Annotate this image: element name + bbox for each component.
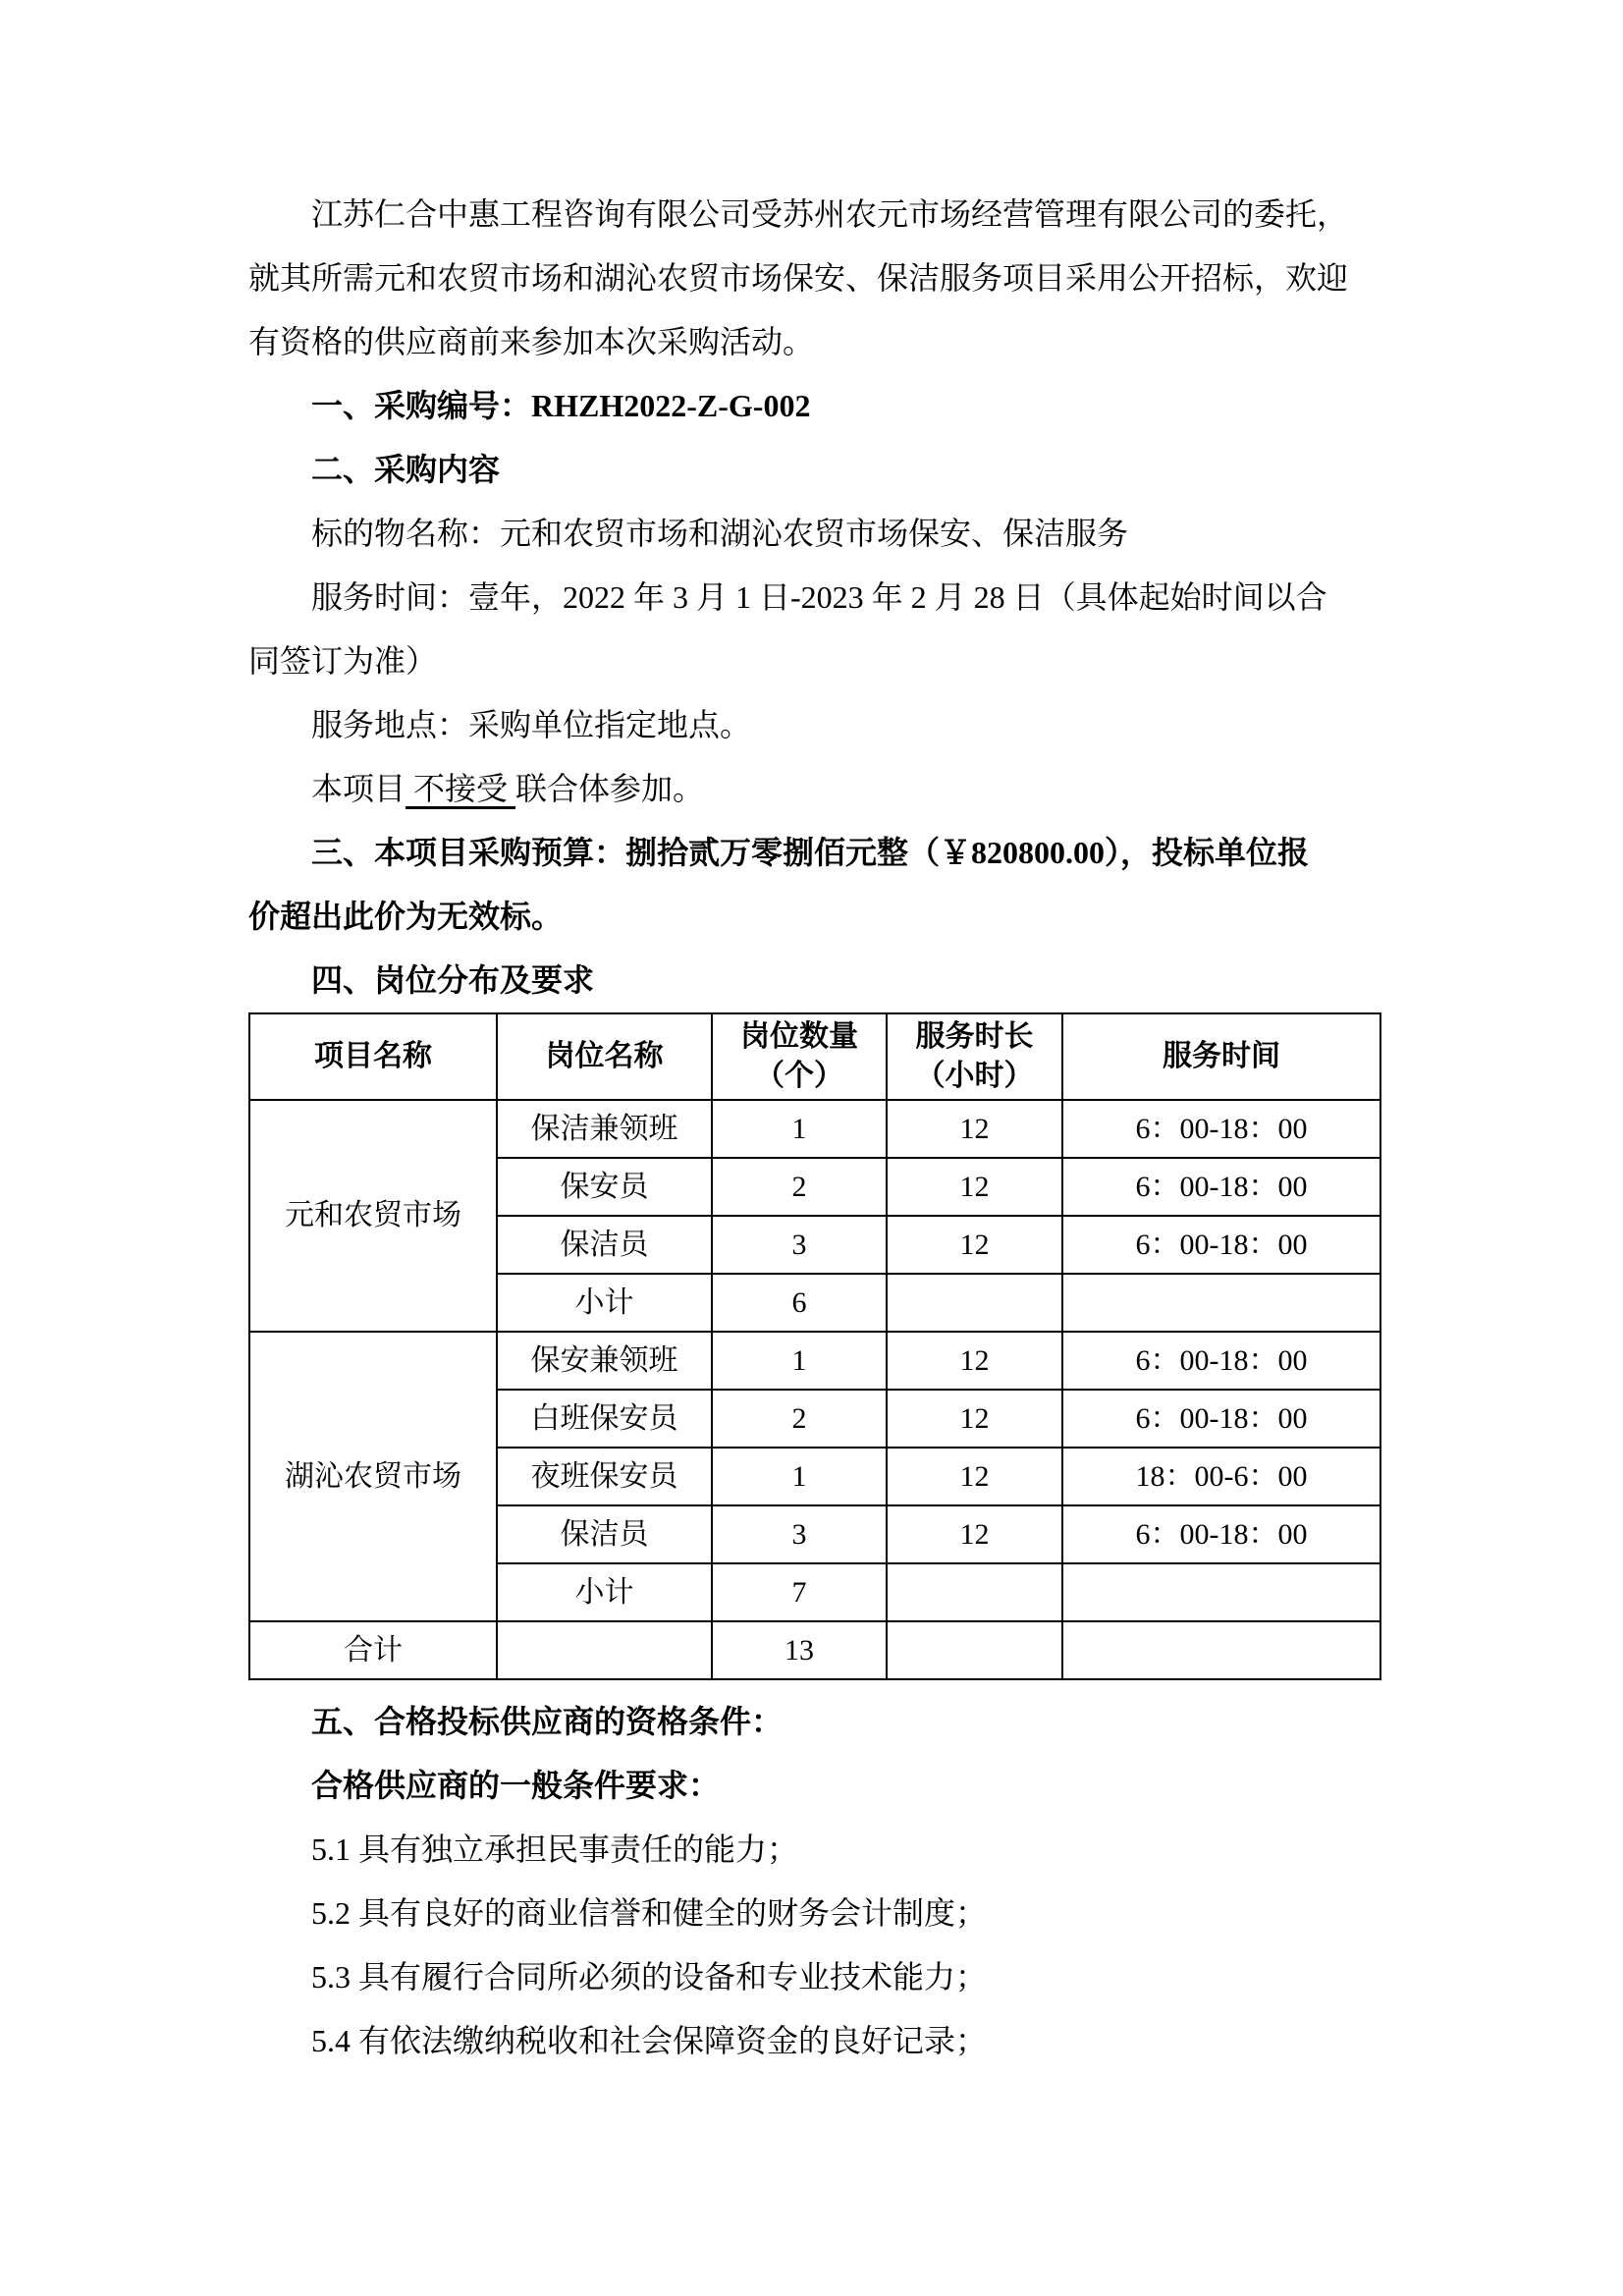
service-time-line-1: 服务时间：壹年，2022 年 3 月 1 日-2023 年 2 月 28 日（具体起始时间以合 [311,579,1327,615]
col-header-project-name [249,1013,497,1100]
section-heading-procurement-content: 二、采购内容 [311,452,501,487]
table-row-huqin-1 [249,1332,1380,1390]
cell-hours: 12 [887,1158,1062,1216]
cell-time [1062,1274,1380,1332]
cell-post: 保安兼领班 [497,1332,712,1390]
service-time-line-2: 同签订为准） [248,643,438,679]
consortium-suffix: 联合体参加。 [515,771,705,806]
cell-time: 18：00-6：00 [1062,1448,1380,1505]
cell-time [1062,1563,1380,1621]
section-heading-budget-line-1: 三、本项目采购预算：捌拾贰万零捌佰元整（￥820800.00），投标单位报 [311,835,1310,870]
service-location-line: 服务地点：采购单位指定地点。 [311,707,752,742]
cell-post: 白班保安员 [497,1390,712,1448]
col-header-post-name-label: 岗位名称 [545,1040,664,1072]
col-header-service-time-label: 服务时间 [1163,1040,1280,1072]
section-heading-budget-line-2: 价超出此价为无效标。 [248,899,564,934]
cell-hours: 12 [887,1332,1062,1390]
subheading-general-supplier-requirements: 合格供应商的一般条件要求： [311,1768,721,1803]
col-header-service-hours-line-2: （小时） [915,1060,1034,1092]
col-header-project-name-label: 项目名称 [314,1040,432,1072]
col-header-service-hours [887,1013,1062,1100]
cell-count: 2 [712,1158,887,1216]
cell-hours [887,1563,1062,1621]
cell-time: 6：00-18：00 [1062,1216,1380,1274]
table-row-total [249,1621,1380,1679]
cell-count: 3 [712,1505,887,1563]
cell-market-huqin: 湖沁农贸市场 [249,1332,497,1621]
table-header-row [249,1013,1380,1100]
cell-subtotal-label: 小计 [497,1563,712,1621]
intro-paragraph-line-2: 就其所需元和农贸市场和湖沁农贸市场保安、保洁服务项目采用公开招标，欢迎 [248,260,1349,296]
cell-total-time [1062,1621,1380,1679]
cell-hours [887,1274,1062,1332]
cell-subtotal-count: 7 [712,1563,887,1621]
cell-hours: 12 [887,1216,1062,1274]
section-heading-procurement-number: 一、采购编号：RHZH2022-Z-G-002 [311,388,811,423]
cell-post: 保洁员 [497,1505,712,1563]
cell-total-count: 13 [712,1621,887,1679]
cell-hours: 12 [887,1100,1062,1158]
col-header-post-count-line-1: 岗位数量 [740,1020,858,1053]
section-heading-supplier-qualification: 五、合格投标供应商的资格条件： [311,1704,784,1739]
col-header-post-count-line-2: （个） [755,1060,843,1092]
post-distribution-table [248,1012,1381,1680]
cell-post: 保安员 [497,1158,712,1216]
cell-total-post [497,1621,712,1679]
col-header-post-name [497,1013,712,1100]
intro-paragraph-line-1: 江苏仁合中惠工程咨询有限公司受苏州农元市场经营管理有限公司的委托， [311,196,1349,232]
cell-subtotal-label: 小计 [497,1274,712,1332]
cell-time: 6：00-18：00 [1062,1505,1380,1563]
cell-total-hours [887,1621,1062,1679]
cell-post: 夜班保安员 [497,1448,712,1505]
section-heading-post-distribution: 四、岗位分布及要求 [311,962,595,998]
cell-post: 保洁兼领班 [497,1100,712,1158]
cell-hours: 12 [887,1390,1062,1448]
cell-post: 保洁员 [497,1216,712,1274]
cell-count: 1 [712,1332,887,1390]
cell-count: 1 [712,1448,887,1505]
qualification-item-5-4: 5.4 有依法缴纳税收和社会保障资金的良好记录； [311,2023,988,2058]
cell-market-yuanhe: 元和农贸市场 [249,1100,497,1332]
col-header-service-hours-line-1: 服务时长 [915,1020,1034,1053]
cell-time: 6：00-18：00 [1062,1332,1380,1390]
intro-paragraph-line-3: 有资格的供应商前来参加本次采购活动。 [248,324,815,359]
qualification-item-5-1: 5.1 具有独立承担民事责任的能力； [311,1831,799,1867]
cell-count: 3 [712,1216,887,1274]
cell-hours: 12 [887,1505,1062,1563]
cell-count: 1 [712,1100,887,1158]
cell-time: 6：00-18：00 [1062,1390,1380,1448]
cell-time: 6：00-18：00 [1062,1100,1380,1158]
consortium-line [248,757,1380,821]
col-header-service-time [1062,1013,1380,1100]
cell-hours: 12 [887,1448,1062,1505]
consortium-prefix: 本项目 [311,771,406,806]
col-header-post-count [712,1013,887,1100]
cell-time: 6：00-18：00 [1062,1158,1380,1216]
consortium-not-accepted-underline: 不接受 [406,771,516,806]
cell-count: 2 [712,1390,887,1448]
cell-subtotal-count: 6 [712,1274,887,1332]
subject-name-line: 标的物名称：元和农贸市场和湖沁农贸市场保安、保洁服务 [311,516,1129,551]
qualification-item-5-3: 5.3 具有履行合同所必须的设备和专业技术能力； [311,1959,988,1995]
qualification-item-5-2: 5.2 具有良好的商业信誉和健全的财务会计制度； [311,1895,988,1931]
cell-total-label: 合计 [249,1621,497,1679]
table-row-yuanhe-1 [249,1100,1380,1158]
